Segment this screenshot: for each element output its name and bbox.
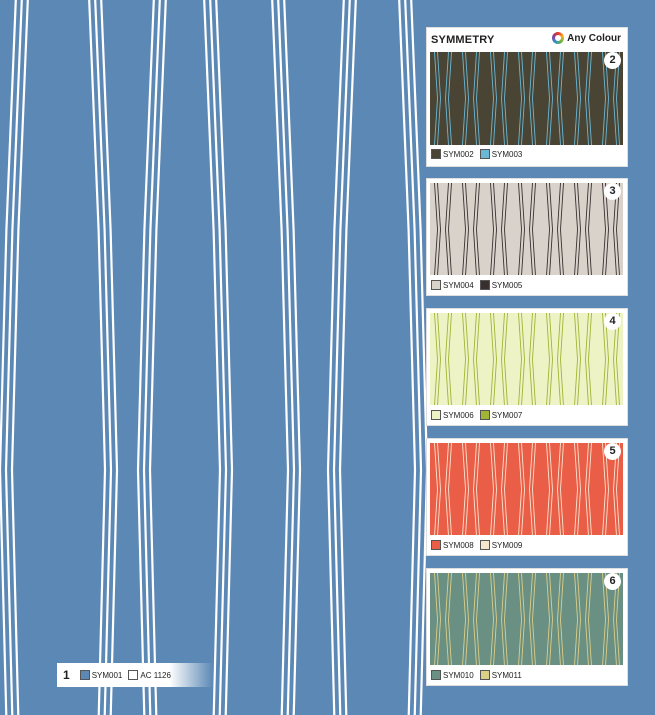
- legend-item: [480, 670, 522, 680]
- color-code: SYM009: [491, 540, 523, 550]
- swatch-background: [430, 52, 623, 145]
- pattern-card-5[interactable]: [426, 438, 628, 556]
- pattern-swatch: [430, 443, 623, 535]
- pattern-card-3[interactable]: [426, 178, 628, 296]
- color-legend: [431, 280, 522, 290]
- pattern-number: 6: [604, 573, 621, 590]
- pattern-number: 1: [63, 668, 70, 682]
- legend-item: [80, 670, 123, 680]
- pattern-number: 3: [604, 183, 621, 200]
- color-legend: [431, 410, 522, 420]
- main-pattern-legend: [57, 663, 213, 687]
- pattern-line: [399, 0, 415, 715]
- color-legend: [431, 540, 522, 550]
- color-chip: [480, 410, 490, 420]
- pattern-card-4[interactable]: [426, 308, 628, 426]
- pattern-swatch: [430, 573, 623, 665]
- colour-wheel-icon: [552, 32, 564, 44]
- pattern-card-2[interactable]: [426, 27, 628, 167]
- color-code: SYM011: [491, 670, 522, 680]
- color-code: SYM006: [443, 410, 474, 420]
- legend-item: [480, 410, 523, 420]
- legend-item: [431, 670, 474, 680]
- color-chip: [431, 280, 441, 290]
- card-header: [427, 28, 627, 48]
- color-code: SYM005: [491, 280, 523, 290]
- legend-item: [431, 410, 474, 420]
- color-chip: [480, 149, 490, 159]
- pattern-line: [204, 0, 220, 715]
- swatch-background: [430, 573, 623, 665]
- color-legend: [431, 149, 522, 159]
- pattern-number: 4: [604, 313, 621, 330]
- color-chip: [480, 670, 490, 680]
- swatch-background: [430, 313, 623, 405]
- color-legend: [431, 670, 522, 680]
- color-chip: [431, 149, 441, 159]
- color-chip: [431, 670, 441, 680]
- color-code: SYM004: [443, 280, 474, 290]
- legend-item: [431, 280, 474, 290]
- color-chip: [80, 670, 90, 680]
- pattern-card-6[interactable]: [426, 568, 628, 686]
- pattern-swatch: [430, 52, 623, 145]
- pattern-number: 2: [604, 52, 621, 69]
- pattern-line: [12, 0, 28, 715]
- brand-name: Any Colour: [567, 32, 621, 44]
- collection-title: SYMMETRY: [431, 34, 495, 46]
- legend-item: [480, 540, 523, 550]
- pattern-swatch: [430, 183, 623, 275]
- swatch-background: [430, 443, 623, 535]
- color-code: SYM002: [443, 149, 474, 159]
- legend-item: [431, 149, 474, 159]
- pattern-number: 5: [604, 443, 621, 460]
- brand: [552, 32, 621, 44]
- color-chip: [431, 540, 441, 550]
- color-code: SYM001: [91, 670, 123, 680]
- color-code: SYM003: [491, 149, 523, 159]
- legend-item: [431, 540, 474, 550]
- pattern-swatch: [430, 313, 623, 405]
- swatch-background: [430, 183, 623, 275]
- color-chip: [128, 670, 138, 680]
- color-chip: [480, 280, 490, 290]
- pattern-line: [89, 0, 105, 715]
- legend-item: [480, 280, 523, 290]
- color-chip: [480, 540, 490, 550]
- color-code: AC 1126: [140, 670, 171, 680]
- color-code: SYM007: [491, 410, 523, 420]
- color-code: SYM008: [443, 540, 474, 550]
- legend-item: [128, 670, 171, 680]
- color-code: SYM010: [443, 670, 474, 680]
- pattern-line: [340, 0, 356, 715]
- pattern-line: [150, 0, 166, 715]
- pattern-line: [272, 0, 288, 715]
- color-legend: [80, 670, 171, 680]
- color-chip: [431, 410, 441, 420]
- legend-item: [480, 149, 523, 159]
